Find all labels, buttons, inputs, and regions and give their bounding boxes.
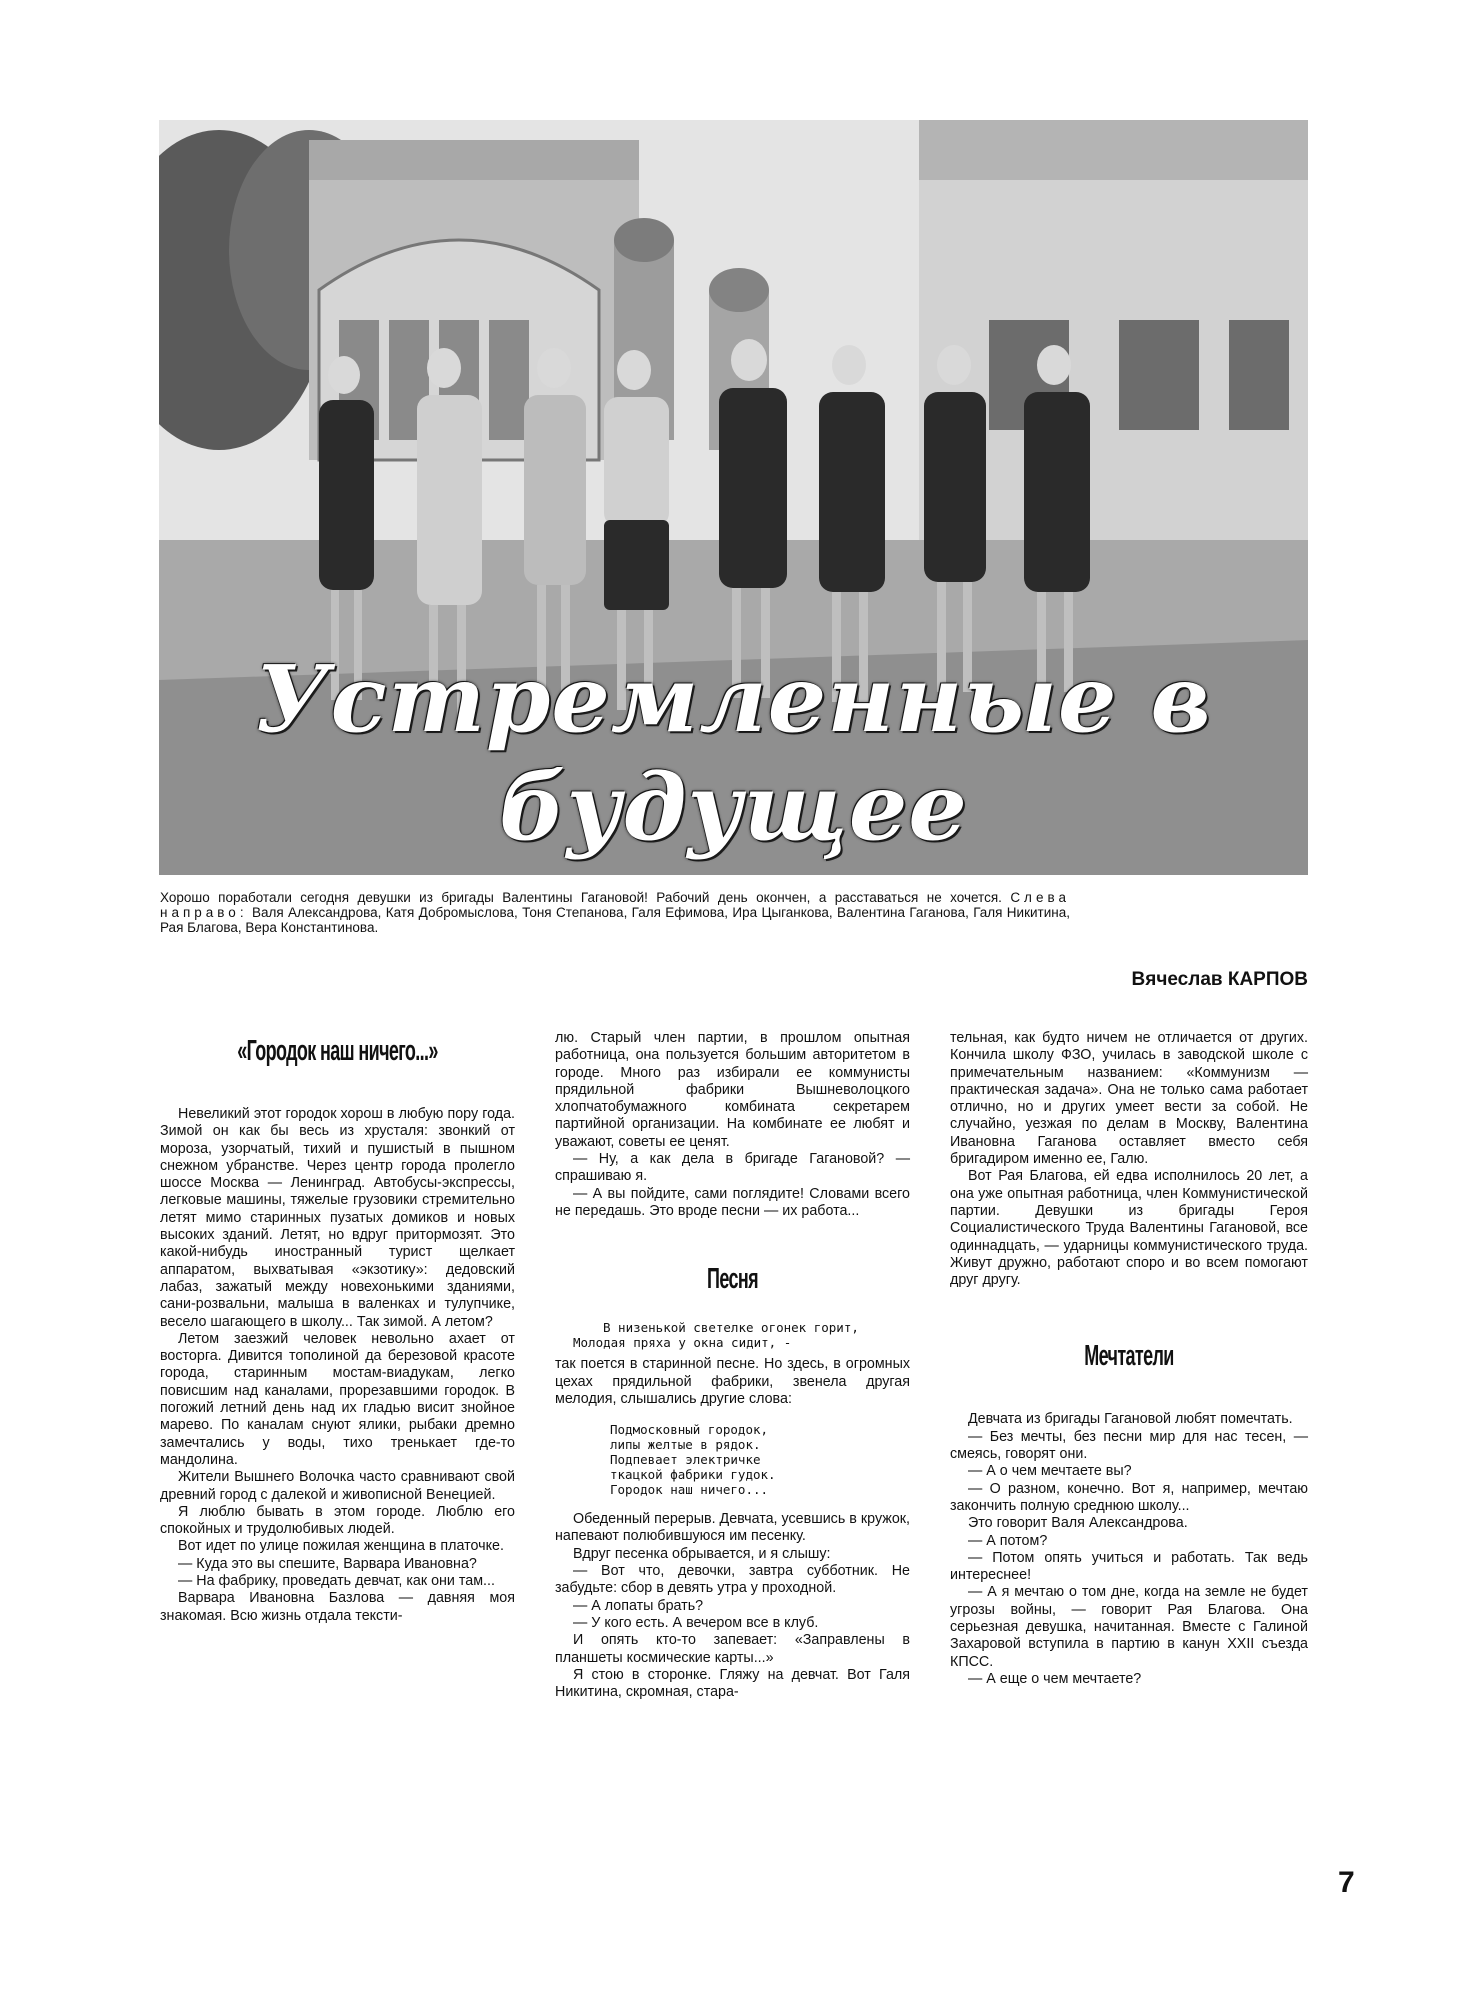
- paragraph: — Вот что, девочки, завтра субботник. Не забудьте: сбор в девять утра у проходной.: [555, 1563, 910, 1597]
- paragraph: так поется в старинной песне. Но здесь, в огромных цехах прядильной фабрики, звенела другая мелодия, слышались другие слова:: [555, 1356, 910, 1407]
- article-column-2: [555, 1030, 910, 1701]
- poem-line: Подмосковный городок,: [610, 1422, 769, 1438]
- article-column-3: [950, 1030, 1308, 1688]
- paragraph: Вдруг песенка обрывается, и я слышу:: [573, 1545, 831, 1562]
- paragraph: — Потом опять учиться и работать. Так ведь интереснее!: [950, 1549, 1308, 1584]
- caption-text-2: Валя Александрова, Катя Добромыслова, Тоня Степанова, Галя Ефимова, Ира Цыганкова, Валентина Гаганова, Галя Никитина, Рая Благова, Вера Константинова.: [160, 905, 1070, 935]
- paragraph: Я люблю бывать в этом городе. Люблю его спокойных и трудолюбивых людей.: [160, 1503, 515, 1538]
- verse-line: В низенькой светелке огонек горит,: [603, 1320, 859, 1336]
- paragraph: — На фабрику, проведать девчат, как они там...: [178, 1573, 495, 1590]
- paragraph: — А я мечтаю о том дне, когда на земле не будет угрозы войны, — говорит Рая Благова. Она серьезная девушка, начитанная. Вместе с Галиной Захаровой вступила в партию в канун XXII съезда КПСС.: [950, 1584, 1308, 1670]
- section-heading-gorodok: «Городок наш ничего...»: [237, 1035, 438, 1067]
- paragraph: — Куда это вы спешите, Варвара Ивановна?: [178, 1555, 477, 1572]
- paragraph: лю. Старый член партии, в прошлом опытная работница, она пользуется большим авторитетом в городе. Много раз избирали ее коммунисты прядильной фабрики Вышневолоцкого хлопчатобумажного комбината секретарем партийной организации. На комбинате ее любят и уважают, советы ее ценят.: [555, 1030, 910, 1150]
- poem-line: липы желтые в рядок.: [610, 1437, 761, 1453]
- paragraph: — А еще о чем мечтаете?: [968, 1670, 1142, 1687]
- verse-line: Молодая пряха у окна сидит, -: [573, 1335, 792, 1351]
- author-name: Вячеслав КАРПОВ: [1131, 969, 1308, 990]
- paragraph: — А о чем мечтаете вы?: [968, 1463, 1132, 1480]
- photo-caption: [160, 890, 1070, 935]
- poem-line: ткацкой фабрики гудок.: [610, 1467, 776, 1483]
- paragraph: Жители Вышнего Волочка часто сравнивают свой древний город с далекой и живописной Венецией.: [160, 1469, 515, 1503]
- paragraph: — У кого есть. А вечером все в клуб.: [573, 1614, 819, 1631]
- poem: [610, 1422, 910, 1497]
- paragraph: — Без мечты, без песни мир для нас тесен, — смеясь, говорят они.: [950, 1428, 1308, 1463]
- paragraph: — А вы пойдите, сами поглядите! Словами всего не передашь. Это вроде песни — их работа...: [555, 1185, 910, 1219]
- paragraph: Девчата из бригады Гагановой любят помечтать.: [968, 1411, 1293, 1428]
- poem-line: Городок наш ничего...: [610, 1482, 769, 1498]
- paragraph: тельная, как будто ничем не отличается от других. Кончила школу ФЗО, училась в заводской школе с примечательным названием: «Коммунизм — практическая задача». Она не только сама работает отлично, но и других умеет вести за собой. Не случайно, уезжая по делам в Москву, Валентина Ивановна Гаганова оставляет вместо себя бригадиром именно ее, Галю.: [950, 1030, 1308, 1168]
- paragraph: Невеликий этот городок хорош в любую пору года. Зимой он как бы весь из хрусталя: звонкий от мороза, узорчатый, тихий и пушистый в пышном снежном убранстве. Через центр города пролегло шоссе Москва — Ленинград. Автобусы-экспрессы, легковые машины, тяжелые грузовики стремительно летят мимо старинных пузатых домиков и новых высоких зданий. Летят, но вдруг притормозят. Это какой-нибудь иностранный турист щелкает аппаратом, выхватывая «экзотику»: дедовский лабаз, зажатый между новехонькими зданиями, сани-розвальни, малыша в валенках и тулупчике, весело шагающего в школу... Так зимой. А летом?: [160, 1106, 515, 1330]
- article-photo: [159, 120, 1308, 875]
- paragraph: Летом заезжий человек невольно ахает от восторга. Дивится тополиной да березовой красоте города, старинным мостам-виадукам, легко повисшим над каналами, прорезавшими городок. В погожий летний день над их гладью висит знойное марево. По каналам снуют ялики, рыбаки дремно замечтались у воды, тихо тренькает где-то мандолина.: [160, 1330, 515, 1468]
- section-heading-pesnya: Песня: [707, 1263, 758, 1296]
- paragraph: Варвара Ивановна Базлова — давняя моя знакомая. Всю жизнь отдала тексти-: [160, 1590, 515, 1624]
- paragraph: Это говорит Валя Александрова.: [968, 1515, 1188, 1532]
- article-title: Устремленные в будущее: [255, 645, 1212, 861]
- caption-label: Слева направо:: [160, 890, 1070, 920]
- paragraph: Вот идет по улице пожилая женщина в платочке.: [178, 1538, 504, 1555]
- page-number: 7: [1338, 1866, 1355, 1899]
- paragraph: — О разном, конечно. Вот я, например, мечтаю закончить полную среднюю школу...: [950, 1480, 1308, 1514]
- paragraph: Вот Рая Благова, ей едва исполнилось 20 лет, а она уже опытная работница, член Коммунистической партии. Девушки из бригады Героя Социалистического Труда Валентины Гагановой, все одиннадцать, — ударницы коммунистического труда. Живут дружно, работают споро и во всем помогают друг другу.: [950, 1168, 1308, 1289]
- poem-line: Подпевает электричке: [610, 1452, 761, 1468]
- paragraph: И опять кто-то запевает: «Заправлены в планшеты космические карты...»: [555, 1632, 910, 1666]
- paragraph: Обеденный перерыв. Девчата, усевшись в кружок, напевают полюбившуюся им песенку.: [555, 1511, 910, 1545]
- section-heading-mechtateli: Мечтатели: [1084, 1340, 1174, 1373]
- caption-text-1: Хорошо поработали сегодня девушки из бригады Валентины Гагановой! Рабочий день окончен, а расставаться не хочется.: [160, 890, 1002, 905]
- article-column-1: [160, 1030, 515, 1625]
- paragraph: — А лопаты брать?: [573, 1597, 704, 1614]
- paragraph: — Ну, а как дела в бригаде Гагановой? — спрашиваю я.: [555, 1151, 910, 1185]
- paragraph: Я стою в сторонке. Гляжу на девчат. Вот Галя Никитина, скромная, стара-: [555, 1666, 910, 1701]
- paragraph: — А потом?: [968, 1532, 1048, 1549]
